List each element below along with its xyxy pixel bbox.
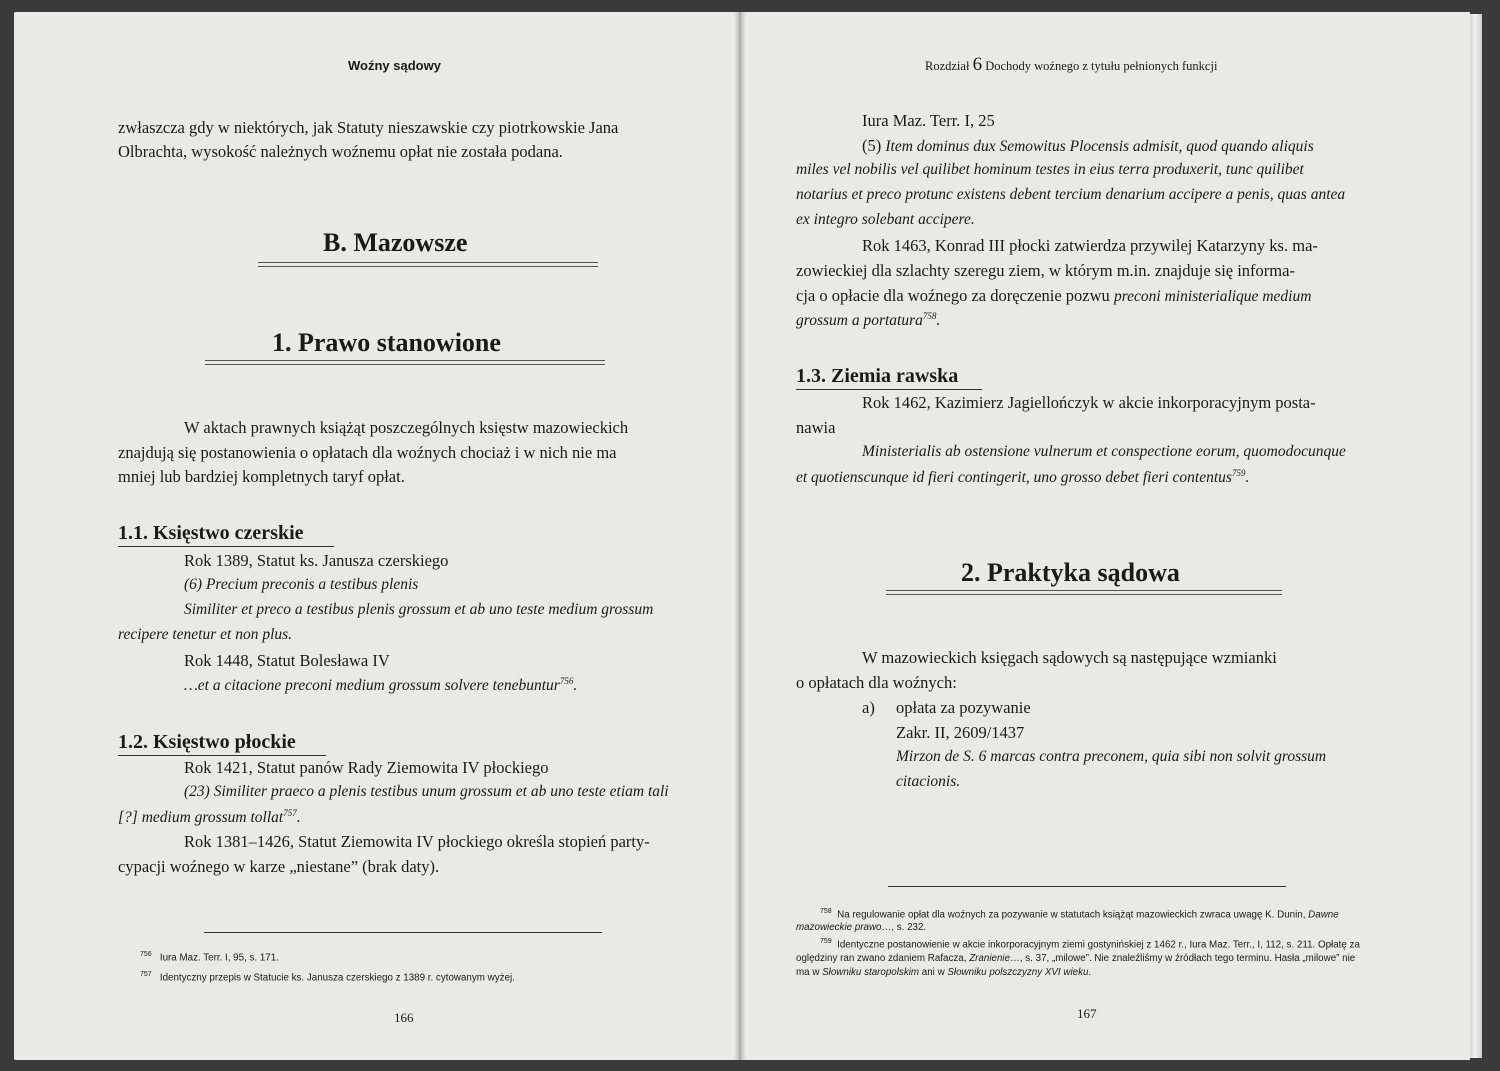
footnote-ref[interactable]: 759 (1231, 468, 1246, 478)
text-line: cja o opłacie dla woźnego za doręczenie pozwu preconi ministerialique medium (796, 286, 1312, 305)
heading-praktyka-sadowa: 2. Praktyka sądowa (961, 558, 1180, 587)
latin-line: Similiter et preco a testibus plenis grossum et ab uno teste medium grossum (184, 601, 654, 618)
footnote-758-line-2: mazowieckie prawo…, s. 232. (796, 922, 927, 933)
footnote-758-line-1: $^{758}$ Na regulowanie opłat dla woźnych za pozywanie w statutach książąt mazowieckich zwraca uwagę K. Dunin, Dawne (820, 908, 1339, 921)
footnote-ref[interactable]: 756 (559, 676, 574, 686)
heading-underline (258, 262, 598, 267)
page-number-right: 167 (1077, 1006, 1097, 1021)
footnote-759-line-1: $^{759}$ Identyczne postanowienie w akcie inkorporacyjnym ziemi gostynińskiej z 1462 r., Iura Maz. Terr., I, 112, s. 211. Opłatę za (820, 938, 1360, 951)
latin-line: (6) Precium preconis a testibus plenis (184, 576, 419, 593)
running-head-right: Rozdział 6 Dochody woźnego z tytułu pełnionych funkcji (925, 54, 1218, 75)
page-edge (1470, 14, 1482, 1058)
footnote-759-line-2: oględziny ran zwano zdaniem Rafacza, Zranienie…, s. 37, „milowe”. Nie znaleźliśmy w źródłach tego terminu. Hasła „milowe” nie (796, 953, 1356, 964)
statute-line: Rok 1389, Statut ks. Janusza czerskiego (184, 551, 449, 570)
latin-line: grossum a portatura$^{758}$. (796, 311, 941, 330)
statute-line: cypacji woźnego w karze „niestane” (brak daty). (118, 857, 440, 876)
footnote-separator (888, 886, 1286, 887)
book-gutter (734, 12, 746, 1060)
heading-underline (205, 360, 605, 365)
para1-line-3: mniej lub bardziej kompletnych taryf opłat. (118, 467, 405, 486)
latin-line: [?] medium grossum tollat$^{757}$. (118, 808, 301, 827)
text-line: nawia (796, 418, 836, 437)
latin-line: (5) Item dominus dux Semowitus Plocensis admisit, quod quando aliquis (862, 136, 1314, 155)
footnote-756: $^{756}$ Iura Maz. Terr. I, 95, s. 171. (140, 951, 279, 964)
latin-line: miles vel nobilis vel quilibet hominum testes in eius terra produxerit, tunc quilibet (796, 161, 1304, 178)
statute-line: Rok 1448, Statut Bolesława IV (184, 651, 390, 670)
intro-line-2: Olbrachta, wysokość należnych woźnemu opłat nie została podana. (118, 142, 563, 161)
footnote-ref[interactable]: 757 (283, 808, 297, 818)
running-head-left: Woźny sądowy (348, 58, 441, 73)
footnote-757: $^{757}$ Identyczny przepis w Statucie ks. Janusza czerskiego z 1389 r. cytowanym wyżej. (140, 971, 515, 984)
text-line: W mazowieckich księgach sądowych są następujące wzmianki (862, 648, 1277, 667)
list-label-a: a) (862, 698, 875, 717)
text-line: Rok 1463, Konrad III płocki zatwierdza przywilej Katarzyny ks. ma- (862, 236, 1318, 255)
latin-line: Mirzon de S. 6 marcas contra preconem, quia sibi non solvit grossum (896, 748, 1327, 765)
text-line: Rok 1462, Kazimierz Jagiellończyk w akcie inkorporacyjnym posta- (862, 393, 1316, 412)
section-ksiestwo-plockie: 1.2. Księstwo płockie (118, 731, 296, 753)
heading-underline (886, 590, 1282, 595)
latin-line: (23) Similiter praeco a plenis testibus unum grossum et ab uno teste etiam tali (184, 783, 669, 800)
citation-line: Iura Maz. Terr. I, 25 (862, 111, 995, 130)
latin-line: ex integro solebant accipere. (796, 211, 975, 228)
section-underline (118, 755, 326, 756)
footnote-759-line-3: ma w Słowniku staropolskim ani w Słowniku polszczyzny XVI wieku. (796, 967, 1092, 978)
section-ksiestwo-czerskie: 1.1. Księstwo czerskie (118, 522, 304, 544)
latin-line: citacionis. (896, 773, 961, 790)
footnote-ref[interactable]: 758 (922, 311, 937, 321)
section-underline (118, 546, 334, 547)
section-underline (796, 389, 982, 390)
list-item-text: opłata za pozywanie (896, 698, 1031, 717)
latin-line: notarius et preco protunc existens debent tercium denarium accipere a penis, quas antea (796, 186, 1346, 203)
citation-line: Zakr. II, 2609/1437 (896, 723, 1025, 742)
para1-line-1: W aktach prawnych książąt poszczególnych księstw mazowieckich (184, 418, 629, 437)
heading-prawo-stanowione: 1. Prawo stanowione (272, 328, 501, 357)
intro-line-1: zwłaszcza gdy w niektórych, jak Statuty nieszawskie czy piotrkowskie Jana (118, 118, 619, 137)
section-ziemia-rawska: 1.3. Ziemia rawska (796, 365, 959, 387)
latin-line: Ministerialis ab ostensione vulnerum et conspectione eorum, quomodocunque (862, 443, 1346, 460)
statute-line: Rok 1381–1426, Statut Ziemowita IV płockiego określa stopień party- (184, 832, 650, 851)
latin-line: recipere tenetur et non plus. (118, 626, 293, 643)
heading-mazowsze: B. Mazowsze (323, 228, 468, 257)
latin-line: …et a citacione preconi medium grossum solvere tenebuntur$^{756}$. (184, 676, 578, 695)
para1-line-2: znajdują się postanowienia o opłatach dla woźnych chociaż i w nich nie ma (118, 443, 617, 462)
page-number-left: 166 (394, 1010, 414, 1025)
statute-line: Rok 1421, Statut panów Rady Ziemowita IV płockiego (184, 758, 549, 777)
footnote-separator (204, 932, 602, 933)
text-line: o opłatach dla woźnych: (796, 673, 957, 692)
text-line: zowieckiej dla szlachty szeregu ziem, w którym m.in. znajduje się informa- (796, 261, 1295, 280)
latin-line: et quotienscunque id fieri contingerit, uno grosso debet fieri contentus$^{759}$. (796, 468, 1250, 487)
